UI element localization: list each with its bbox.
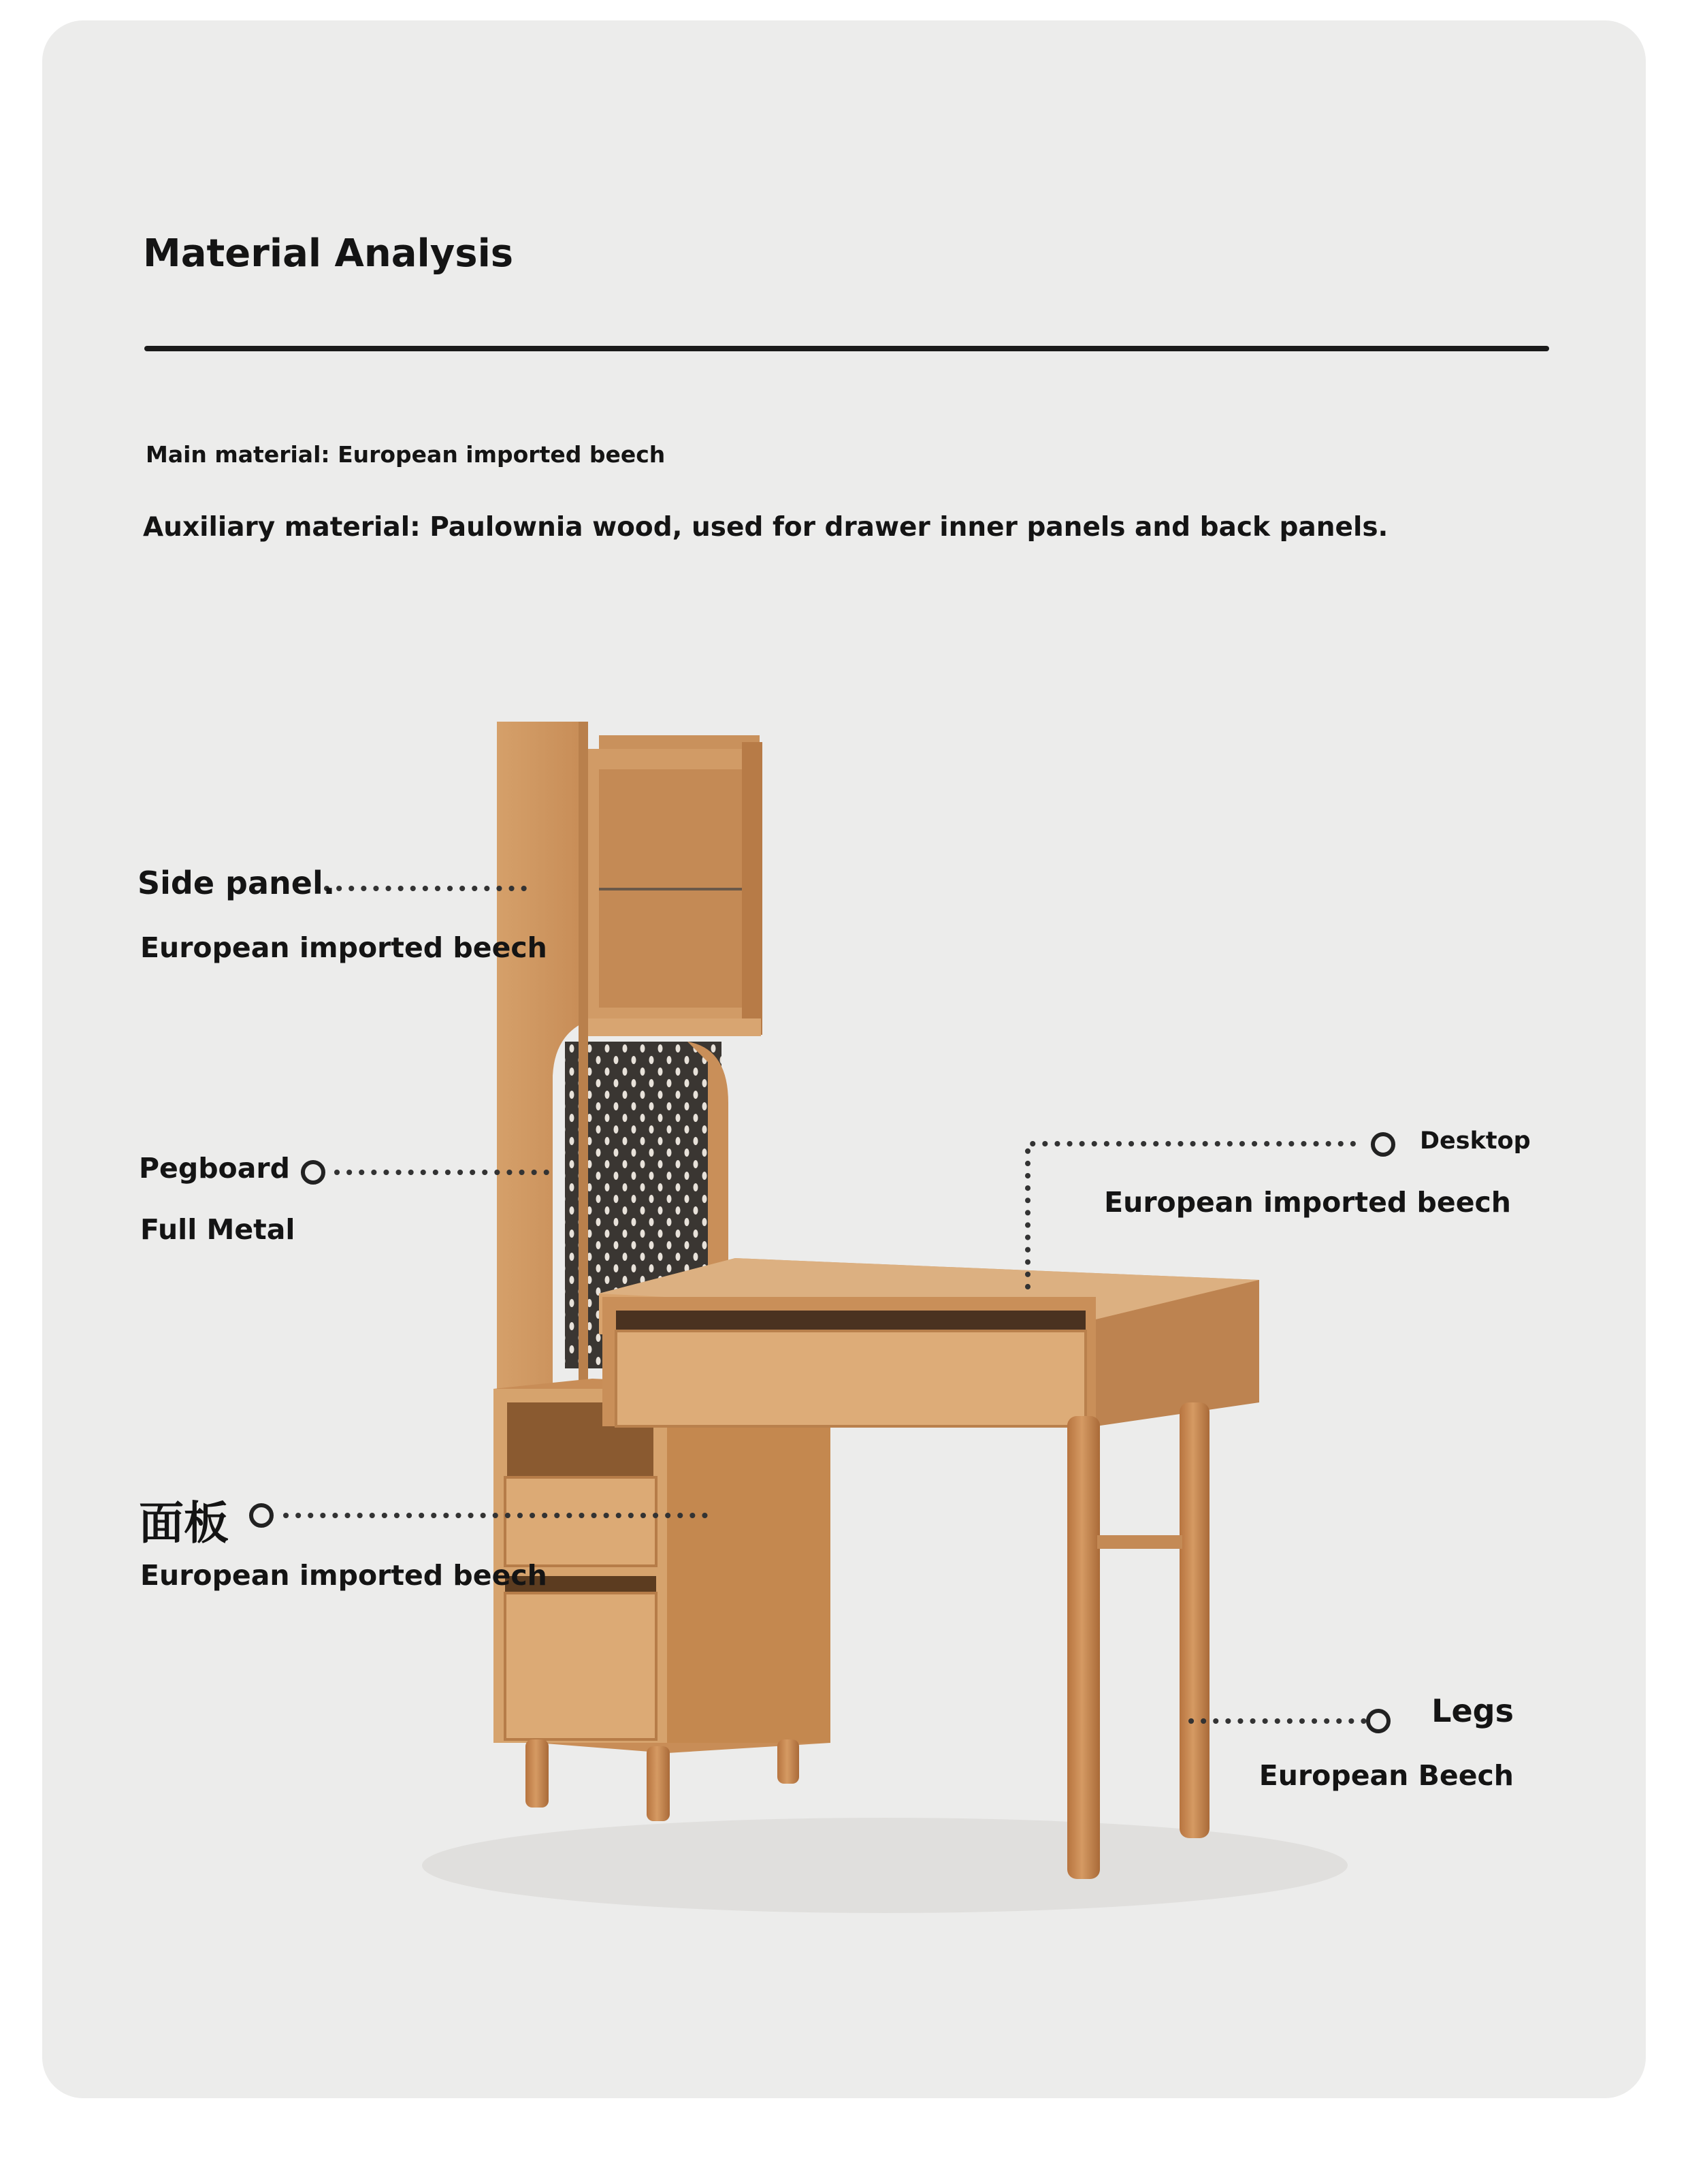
panel-material: European imported beech xyxy=(140,1559,547,1592)
pegboard-label: Pegboard xyxy=(139,1152,290,1185)
legs-label: Legs xyxy=(1431,1692,1514,1729)
legs-material: European Beech xyxy=(1259,1759,1514,1792)
side-panel-material: European imported beech xyxy=(140,931,547,964)
desktop-marker-icon xyxy=(1373,1134,1393,1155)
main-material-text: Main material: European imported beech xyxy=(146,441,666,468)
page-title: Material Analysis xyxy=(143,231,514,276)
cabinet xyxy=(493,1379,830,1821)
panel-marker-icon xyxy=(251,1505,272,1526)
side-panel-label: Side panel. xyxy=(137,865,336,901)
desktop-label: Desktop xyxy=(1420,1127,1531,1155)
pegboard-material: Full Metal xyxy=(140,1213,295,1246)
desktop-material: European imported beech xyxy=(1104,1186,1511,1219)
legs-marker-icon xyxy=(1368,1711,1389,1731)
panel-label: 面板 xyxy=(139,1497,229,1549)
pegboard-marker-icon xyxy=(303,1162,323,1183)
auxiliary-material-text: Auxiliary material: Paulownia wood, used for drawer inner panels and back panels. xyxy=(143,512,1389,543)
